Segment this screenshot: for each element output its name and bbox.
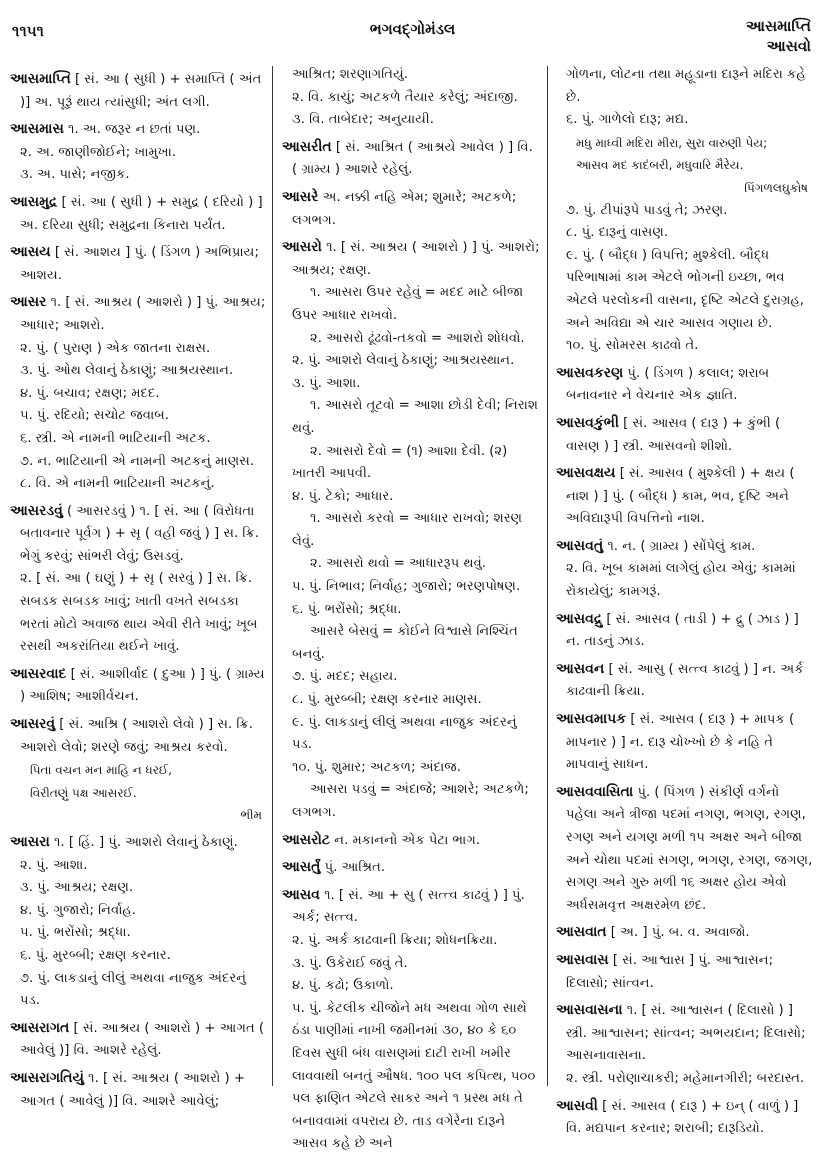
dictionary-entry xyxy=(10,291,268,337)
definition-text: ૩. પું. ઓથ લેવાનું ઠેકાણું; આશ્રયસ્થાન. xyxy=(20,363,234,379)
definition-text: પું. ( પિંગળ ) સંકીર્ણ વર્ગનો પહેલા અને ત્રીજા પદમાં નગણ, ભગણ, રગણ, રગણ અને યગણ મળી ૧૫ અક્ષર અને બીજા અને ચોથા પદમાં સગણ, ભગણ, રગણ, જગણ, સગણ અને ગુરુ મળી ૧૬ અક્ષર હોય એવો અર્ધસમવૃત્ત અક્ષરમેળ છંદ. xyxy=(566,784,813,913)
definition-text: ૪. પું. ગુજારો; નિર્વાહ. xyxy=(20,902,136,918)
definition-text: ૨. પું. ( પુરાણ ) એક જાતના રાક્ષસ. xyxy=(20,340,211,356)
headword: આસરડવું xyxy=(10,502,63,519)
dictionary-entry xyxy=(10,241,268,287)
headword: આસવક્ષય xyxy=(556,465,616,482)
definition-text: ૪. પું. કઢો; ઉકાળો. xyxy=(292,978,394,994)
definition-text: ૨. વિ. કાચું; અટકળે તૈયાર કરેલું; અંદાજી. xyxy=(292,89,518,105)
headword: આસરવાદ xyxy=(10,665,67,682)
definition-text: [ સં. આશ્રિત ( આશ્રયે આવેલ ) ] વિ. ( ગ્રામ્ય ) આશરે રહેલું. xyxy=(292,139,533,178)
dictionary-entry xyxy=(556,921,814,945)
definition-text: [ સં. આશ્વાસ ] પું. આશ્વાસન; દિલાસો; સાંત્વન. xyxy=(566,952,774,991)
sense-line xyxy=(10,473,268,496)
definition-text: ૮. પું. મુરબ્બી; રક્ષણ કરનાર માણસ. xyxy=(292,692,482,708)
definition-text: [ સં. આશ્રિ ( આશરો લેવો ) ] સ. ક્રિ. આશરો લેવો; શરણે જવું; આશ્રય કરવો. xyxy=(20,717,253,755)
sense-line xyxy=(10,360,268,383)
dictionary-entry xyxy=(556,1095,814,1141)
sense-line xyxy=(556,200,814,223)
quotation-line xyxy=(556,154,814,177)
dictionary-entry xyxy=(282,884,540,930)
sense-line xyxy=(282,930,540,953)
quotation-source xyxy=(10,804,268,827)
headword: આસમુદ્ર xyxy=(10,193,58,210)
definition-text: ( આસરડવું ) ૧. [ સં. આ ( વિરોધતા બતાવનાર પૂર્વગ ) + સૃ ( વહી જવું ) ] સ. ક્રિ. ભેગું કરવું; સાંભરી લેવું; ઉસડવું. xyxy=(20,503,259,564)
dictionary-entry xyxy=(556,362,814,408)
definition-text: ૧. [ સં. આ + સુ ( સત્ત્વ કાઢવું ) ] પું. અર્ક; સત્ત્વ. xyxy=(292,887,525,926)
definition-text: આસરા પડવું = અંદાજે; આશરે; અટકળે; લગભગ. xyxy=(292,782,529,820)
dictionary-entry xyxy=(10,713,268,759)
definition-text: ૬. પું. ભરોંસો; શ્રદ્ધા. xyxy=(292,601,402,617)
definition-text: ૨. પું. આશરો લેવાનું ઠેકાણું; આશ્રયસ્થાન. xyxy=(292,353,515,369)
sense-line xyxy=(10,877,268,900)
headword: આસય xyxy=(10,244,51,261)
sense-line xyxy=(10,428,268,451)
idiom-line xyxy=(282,779,540,824)
sense-line xyxy=(556,64,814,109)
definition-text: [ સં. આશીર્વાદ ( દુઆ ) ] પું. ( ગ્રામ્ય ) આશિષ; આશીર્વચન. xyxy=(20,666,265,705)
page-number: ૧૧૫૧ xyxy=(12,22,44,40)
headword: આસમાસ xyxy=(10,121,64,138)
definition-text: ૧. અ. જરૂર ન છતાં પણ. xyxy=(63,122,201,138)
sense-line xyxy=(556,1068,814,1091)
definition-text: ૧. [ સં. આશ્રય ( આશરો ) ] પું. આશ્રય; આધાર; આશરો. xyxy=(20,295,266,333)
sense-line xyxy=(10,968,268,1013)
column-2 xyxy=(282,64,540,1156)
definition-text: આસવ મદ કાદંબરી, મધુવારિ મૈરેય. xyxy=(576,158,744,173)
definition-text: ૫. પું. ભરોંસો; શ્રદ્ધા. xyxy=(20,925,131,941)
definition-text: ૭. પું. લાકડાનું લીલું અથવા નાજુક અંદરનું પડ. xyxy=(20,970,247,1009)
quotation-line xyxy=(556,132,814,155)
sense-line xyxy=(282,998,540,1156)
definition-text: ૫. પું. કેટલીક ચીજોને મધ અથવા ગોળ સાથે ઠંડા પાણીમાં નાખી જમીનમાં ૩૦, ૪૦ કે ૬૦ દિવસ સુધી બંધ વાસણમાં દાટી રાખી ખમીર લાવવાથી બનતું ઔષધ. ૧૦૦ પલ કપિત્થ, ૫૦૦ પલ ફાણિત એટલે સાકર અને ૧ પ્રસ્થ મધ તે બનાવવામાં વપરાય છે. તાડ વગેરેના દારૂને આસવ કહે છે અને xyxy=(292,1000,536,1152)
column-divider xyxy=(547,66,548,1086)
dictionary-entry xyxy=(10,663,268,709)
sense-line xyxy=(282,576,540,599)
dictionary-entry xyxy=(556,412,814,458)
definition-text: ૨. અ. જાણીજોઈને; ખામુખા. xyxy=(20,144,177,160)
definition-text: ૭. પું. ટીપાંરૂપે પાડવું તે; ઝરણ. xyxy=(566,202,728,218)
definition-text: ૫. પું. રદિયો; સચોટ જવાબ. xyxy=(20,408,169,424)
definition-text: ૪. પું. ટેકો; આધાર. xyxy=(292,488,394,504)
definition-text: અ. નક્કી નહિ એમ; શુમારે; અટકળે; લગભગ. xyxy=(292,189,517,228)
sense-line xyxy=(10,900,268,923)
column-1 xyxy=(10,64,268,1113)
sense-line xyxy=(282,757,540,780)
definition-text: ૫. પું. નિભાવ; નિર્વાહ; ગુજારો; ભરણપોષણ. xyxy=(292,579,521,595)
definition-text: ૨. આસરો દેવો = (૧) આશા દેવી. (૨) ખાતરી આપવી. xyxy=(292,443,508,482)
idiom-line xyxy=(282,395,540,440)
definition-text: [ સં. આસવ ( દારૂ ) + ઇન્ ( વાળું ) ] વિ. મદ્યપાન કરનાર; શરાબી; દારૂડિયો. xyxy=(566,1098,799,1137)
dictionary-entry xyxy=(282,236,540,282)
sense-line xyxy=(10,405,268,428)
dictionary-entry xyxy=(282,829,540,853)
definition-text: પિંગળલઘુકોષ xyxy=(744,180,808,195)
sense-line xyxy=(556,558,814,603)
dictionary-entry xyxy=(10,1017,268,1063)
sense-line xyxy=(282,64,540,87)
definition-text: ૭. પું. મદદ; સહાય. xyxy=(292,669,398,685)
definition-text: પિતા વચન મન માહિ ન ધરઈ, xyxy=(30,763,172,778)
dictionary-entry xyxy=(556,608,814,654)
headword: આસવમાપક xyxy=(556,711,627,728)
dictionary-entry xyxy=(556,658,814,704)
definition-text: ૩. અ. પાસે; નજીક. xyxy=(20,167,130,183)
idiom-line xyxy=(282,508,540,553)
dictionary-entry xyxy=(556,999,814,1068)
book-title: ભગવદ્ગોમંડલ xyxy=(369,20,456,38)
definition-text: વિરીતણું પક્ષ આસરઈ. xyxy=(30,785,137,800)
headword: આસરા xyxy=(10,834,50,850)
idiom-line xyxy=(282,553,540,576)
definition-text: ૨. પું. અર્ક કાઢવાની ક્રિયા; શોધનક્રિયા. xyxy=(292,932,498,948)
guide-word-last: આસવો xyxy=(766,37,811,55)
dictionary-entry xyxy=(10,1067,268,1113)
definition-text: પું. ( ડિંગળ ) કલાલ; શરાબ બનાવનાર ને વેચનાર એક જ્ઞાતિ. xyxy=(566,365,770,404)
definition-text: ૬. પું. ગાળેલો દારૂ; મદ્ય. xyxy=(566,112,689,128)
dictionary-entry xyxy=(556,535,814,559)
headword: આસવવાસિતા xyxy=(556,783,634,800)
headword: આસવાસના xyxy=(556,1002,623,1019)
definition-text: ૬. પું. મુરબ્બી; રક્ષણ કરનાર. xyxy=(20,947,171,963)
headword: આસવકરણ xyxy=(556,364,624,381)
headword: આસવાસ xyxy=(556,951,609,968)
definition-text: ગોળના, લોટના તથા મહૂડાના દારૂને મદિરા કહે છે. xyxy=(566,67,806,105)
definition-text: ૨. [ સં. આ ( ઘણું ) + સૃ ( સરવું ) ] સ. ક્રિ. સબડક સબડક ખાવું; ખાતી વખતે સબડકા ભરતાં મોટો અવાજ થાય એવી રીતે ખાવું; ખૂબ રસથી અકરાંતિયા થઈને ખાવું. xyxy=(20,571,258,655)
definition-text: ૩. પું. આશા. xyxy=(292,375,361,391)
idiom-line xyxy=(282,441,540,486)
definition-text: ૨. પું. આશા. xyxy=(20,857,88,873)
sense-line xyxy=(282,975,540,998)
definition-text: [ સં. આસવ ( દારૂ ) + માપક ( માપનાર ) ] ન. દારૂ ચોખ્ખો છે કે નહિ તે માપવાનું સાધન. xyxy=(566,712,795,773)
definition-text: આસરે બેસવું = કોઈને વિશ્વાસે નિશ્ચિંત બનવું. xyxy=(292,624,518,662)
definition-text: [ સં. આ ( સુધી ) + સમુદ્ર ( દરિયો ) ] અ. દરિયા સુધી; સમુદ્રના કિનારા પર્યંત. xyxy=(20,194,263,233)
quotation-line xyxy=(10,782,268,805)
sense-line xyxy=(10,164,268,187)
definition-text: [ સં. આ ( સુધી ) + સમાપ્તિ ( અંત )] અ. પૂરૂં થાય ત્યાંસુધી; અંત લગી. xyxy=(20,72,262,110)
definition-text: ૧. આસરા ઉપર રહેવું = મદદ માટે બીજા ઉપર આધાર રાખવો. xyxy=(292,285,524,323)
sense-line xyxy=(556,109,814,132)
dictionary-entry xyxy=(556,462,814,531)
dictionary-entry xyxy=(556,708,814,777)
column-divider xyxy=(272,66,273,1086)
headword: આસવ xyxy=(282,886,320,903)
sense-line xyxy=(10,383,268,406)
definition-text: ૯. પું. લાકડાનું લીલું અથવા નાજુક અંદરનું પડ. xyxy=(292,714,517,753)
headword: આસરાગતિયું xyxy=(10,1069,84,1086)
definition-text: ૧૦. પું. સોમરસ કાઢવો તે. xyxy=(566,338,699,354)
definition-text: ૧. [ સં. આશ્વાસન ( દિલાસો ) ] સ્ત્રી. આશ્વાસન; સાંત્વન; અભયદાન; દિલાસો; આસનાવાસના. xyxy=(566,1003,806,1064)
headword: આસરો xyxy=(282,239,322,256)
dictionary-entry xyxy=(10,500,268,569)
definition-text: ૮. પું. દારૂનું વાસણ. xyxy=(566,225,669,241)
definition-text: આશ્રિત; શરણાગતિયું. xyxy=(292,67,408,82)
sense-line xyxy=(282,373,540,396)
sense-line xyxy=(10,922,268,945)
definition-text: ૧. [ સં. આશ્રય ( આશરો ) + આગત ( આવેલું )] વિ. આશરે આવેલું; xyxy=(20,1070,245,1109)
dictionary-entry xyxy=(10,191,268,237)
sense-line xyxy=(282,599,540,622)
definition-text: ૩. પું. આશ્રય; રક્ષણ. xyxy=(20,880,134,896)
sense-line xyxy=(10,945,268,968)
quotation-line xyxy=(10,759,268,782)
definition-text: [ સં. આસુ ( સત્ત્વ કાઢવું ) ] ન. અર્ક કાઢવાની ક્રિયા. xyxy=(566,661,804,700)
headword: આસર xyxy=(10,294,47,311)
dictionary-entry xyxy=(10,118,268,142)
headword: આસરીત xyxy=(282,138,332,155)
idiom-line xyxy=(282,621,540,666)
definition-text: પું. આશ્રિત. xyxy=(320,860,386,876)
definition-text: ભીમ xyxy=(240,808,262,823)
definition-text: ૪. પું. બચાવ; રક્ષણ; મદદ. xyxy=(20,385,160,401)
definition-text: [ સં. આશ્રય ( આશરો ) + આગત ( આવેલું )] વિ. આશરે રહેલું. xyxy=(20,1020,265,1059)
headword: આસવકુંભી xyxy=(556,414,619,431)
guide-word-first: આસમાપ્તિ xyxy=(745,17,811,35)
headword: આસરોટ xyxy=(282,831,331,848)
definition-text: ૧. આસરો કરવો = આધાર રાખવો; શરણ લેવું. xyxy=(292,511,523,549)
sense-line xyxy=(282,689,540,712)
definition-text: [ સં. આસવ ( દારૂ ) + કુંભી ( વાસણ ) ] સ્ત્રી. આસવનો શીશો. xyxy=(566,415,781,454)
definition-text: ૭. ન. ભાટિયાની એ નામની અટકનું માણસ. xyxy=(20,453,255,469)
sense-line xyxy=(10,855,268,878)
headword: આસવન xyxy=(556,660,605,677)
headword: આસરે xyxy=(282,188,319,205)
sense-line xyxy=(556,245,814,335)
dictionary-entry xyxy=(282,856,540,880)
dictionary-entry xyxy=(282,186,540,232)
sense-line xyxy=(282,712,540,757)
definition-text: ૧. [ સં. આશ્રય ( આશરો ) ] પું. આશરો; આશ્રય; રક્ષણ. xyxy=(292,240,540,278)
headword: આસરાગત xyxy=(10,1019,70,1036)
definition-text: ૧. ન. ( ગ્રામ્ય ) સોંપેલું કામ. xyxy=(603,538,756,554)
headword: આસવદ્રુ xyxy=(556,610,603,627)
sense-line xyxy=(10,338,268,361)
definition-text: ૩. વિ. તાબેદાર; અનુયાયી. xyxy=(292,112,434,128)
headword: આસર્તું xyxy=(282,859,321,876)
quotation-source xyxy=(556,177,814,200)
definition-text: ૨. વિ. ખૂબ કામમાં લાગેલું હોય એવું; કામમાં રોકાયેલું; કામગરૂં. xyxy=(566,561,796,600)
sense-line xyxy=(556,335,814,358)
sense-line xyxy=(556,222,814,245)
definition-text: ૬. સ્ત્રી. એ નામની ભાટિયાની અટક. xyxy=(20,430,211,446)
definition-text: ૧. આસરો તૂટવો = આશા છોડી દેવી; નિરાશ થવું. xyxy=(292,398,539,436)
column-3 xyxy=(556,64,814,1141)
sense-line xyxy=(282,953,540,976)
definition-text: ન. મકાનનો એક પેટા ભાગ. xyxy=(330,832,481,848)
definition-text: ૨. આસરો ઢૂંઢવો-તકવો = આશરો શોધવો. xyxy=(310,330,525,346)
definition-text: ૯. પું. ( બૌદ્ધ ) વિપત્તિ; મુશ્કેલી. બૌદ્ધ પરિભાષામાં કામ એટલે ભોગની ઇચ્છા, ભવ એટલે પરલોકની વાસના, દૃષ્ટિ એટલે દુરાગ્રહ, અને અવિદ્યા એ ચાર આસવ ગણાય છે. xyxy=(566,247,805,331)
idiom-line xyxy=(282,282,540,327)
headword: આસવાત xyxy=(556,924,607,941)
definition-text: ૧૦. પું. શુમાર; અટકળ; અંદાજ. xyxy=(292,759,461,775)
sense-line xyxy=(282,350,540,373)
definition-text: મધુ માધ્વી મદિરા મીરા, સુરા વારુણી પેય; xyxy=(576,135,768,150)
sense-line xyxy=(282,109,540,132)
definition-text: [ અ. ] પું. બ. વ. અવાજો. xyxy=(606,925,750,941)
sense-line xyxy=(282,666,540,689)
headword: આસવતું xyxy=(556,537,604,554)
dictionary-entry xyxy=(282,136,540,182)
dictionary-entry xyxy=(10,68,268,114)
definition-text: ૨. સ્ત્રી. પરોણાચાકરી; મહેમાનગીરી; બરદાસ્ત. xyxy=(566,1070,805,1086)
sense-line xyxy=(10,142,268,165)
definition-text: [ સં. આશય ] પું. ( ડિંગળ ) અભિપ્રાય; આશય. xyxy=(20,245,259,283)
sense-line xyxy=(10,568,268,658)
definition-text: ૩. પું. ઉકેરાઈ જવું તે. xyxy=(292,955,408,971)
definition-text: ૧. [ હિં. ] પું. આશરો લેવાનું ઠેકાણું. xyxy=(49,835,238,850)
headword: આસરવું xyxy=(10,716,56,733)
definition-text: ૮. વિ. એ નામની ભાટિયાની અટકનું. xyxy=(20,476,215,492)
definition-text: ૨. આસરો થવો = આધારરૂપ થવું. xyxy=(310,556,486,572)
definition-text: [ સં. આસવ ( તાડી ) + દ્રુ ( ઝાડ ) ] ન. તાડનું ઝાડ. xyxy=(566,611,799,650)
dictionary-entry xyxy=(556,949,814,995)
headword: આસમાપ્તિ xyxy=(10,71,71,87)
dictionary-entry xyxy=(10,831,268,855)
idiom-line xyxy=(282,328,540,351)
sense-line xyxy=(10,451,268,474)
dictionary-entry xyxy=(556,781,814,918)
headword: આસવી xyxy=(556,1097,598,1114)
sense-line xyxy=(282,87,540,110)
sense-line xyxy=(282,486,540,509)
definition-text: [ સં. આસવ ( મુશ્કેલી ) + ક્ષય ( નાશ ) ] પું. ( બૌદ્ધ ) કામ, ભવ, દૃષ્ટિ અને અવિદ્યારૂપી વિપત્તિનો નાશ. xyxy=(566,466,795,527)
guide-words xyxy=(746,16,811,56)
